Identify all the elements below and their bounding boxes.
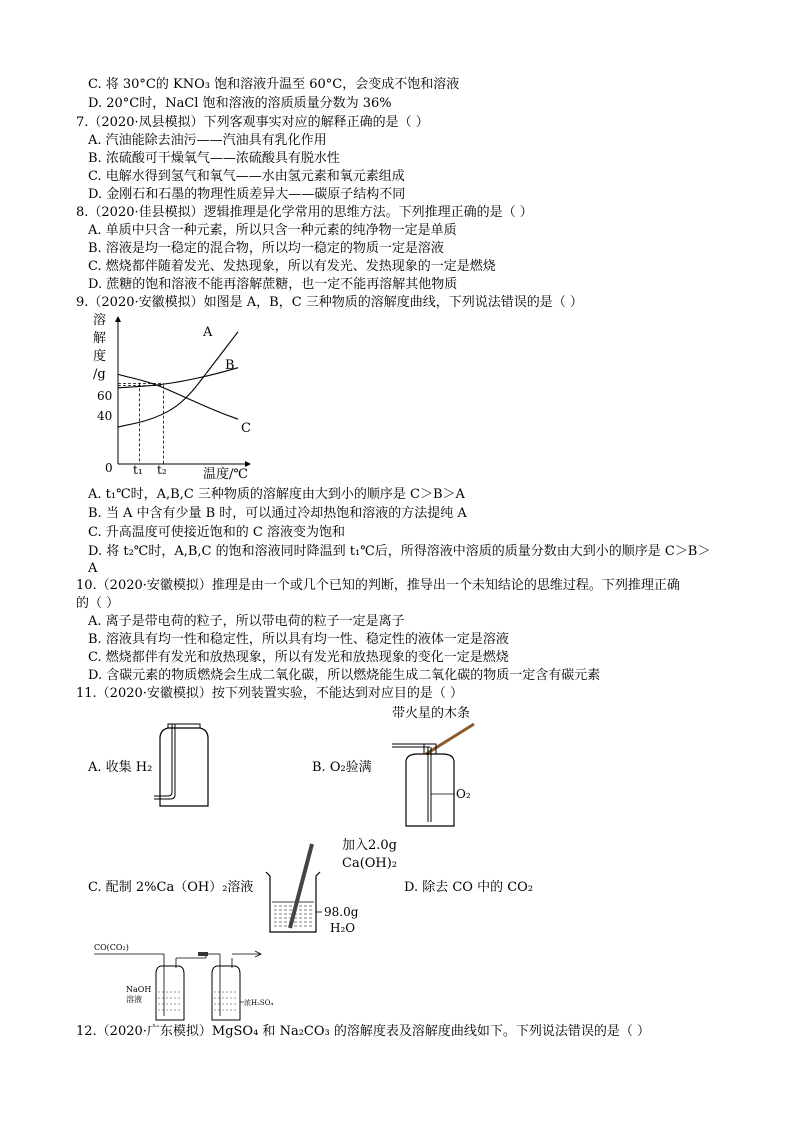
question-9: 9.（2020·安徽模拟）如图是 A，B，C 三种物质的溶解度曲线，下列说法错误的是（ ） — [76, 295, 583, 310]
x-tick-t2: t₂ — [157, 463, 167, 477]
q11-option-d: D. 除去 CO 中的 CO₂ — [404, 880, 534, 895]
q11-c-water-label: H₂O — [330, 921, 356, 935]
q11-d-h2so4-label: 浓H₂SO₄ — [244, 999, 274, 1007]
question-8: 8.（2020·佳县模拟）逻辑推理是化学常用的思维方法。下列推理正确的是（ ） — [76, 205, 533, 220]
q11-option-c: C. 配制 2%Ca（OH）₂溶液 — [88, 880, 254, 895]
glass-rod — [290, 844, 312, 928]
q11-c-add-2: Ca(OH)₂ — [342, 856, 398, 871]
q11-c-add-1: 加入2.0g — [342, 838, 397, 853]
curve-C — [118, 374, 238, 419]
question-10: 10.（2020·安徽模拟）推理是由一个或几个已知的判断，推导出一个未知结论的思维过程。下列推理正确 — [76, 578, 680, 593]
line-q9d-cont: A — [88, 561, 98, 576]
q11-b-o2-label: O₂ — [456, 787, 471, 801]
curve-B — [118, 368, 238, 388]
line-q8a: A. 单质中只含一种元素，所以只含一种元素的纯净物一定是单质 — [88, 223, 457, 238]
apparatus-b-o2-test — [390, 722, 500, 832]
y-axis-label-1: 溶 — [93, 313, 107, 328]
series-label-C: C — [241, 421, 251, 436]
q11-d-naoh-label-2: 溶液 — [126, 995, 142, 1004]
question-10-cont: 的（ ） — [76, 596, 120, 611]
x-tick-t1: t₁ — [133, 463, 143, 477]
wooden-splint — [426, 724, 474, 754]
q11-d-naoh-label: NaOH — [126, 985, 152, 994]
y-tick-40: 40 — [97, 409, 113, 423]
q11-d-inlet-label: CO(CO₂) — [94, 943, 129, 952]
apparatus-d-wash-bottles — [90, 940, 274, 1025]
line-q6d: D. 20°C时，NaCl 饱和溶液的溶质质量分数为 36% — [88, 96, 392, 111]
y-axis-label-3: 度 — [93, 349, 107, 364]
solubility-chart — [85, 312, 285, 484]
line-q6c: C. 将 30°C的 KNO₃ 饱和溶液升温至 60°C，会变成不饱和溶液 — [88, 77, 460, 92]
apparatus-c-beaker — [260, 840, 370, 940]
line-q9c: C. 升高温度可使接近饱和的 C 溶液变为饱和 — [88, 525, 345, 540]
apparatus-a-collect-bottle — [150, 722, 220, 812]
line-q8c: C. 燃烧都伴随着发光、发热现象，所以有发光、发热现象的一定是燃烧 — [88, 259, 496, 274]
line-q9b: B. 当 A 中含有少量 B 时，可以通过冷却热饱和溶液的方法提纯 A — [88, 506, 467, 521]
y-tick-60: 60 — [97, 389, 113, 403]
line-q9d: D. 将 t₂℃时，A,B,C 的饱和溶液同时降温到 t₁℃后，所得溶液中溶质的质量分数由大到小的顺序是 C＞B＞ — [88, 544, 711, 559]
y-axis-label-2: 解 — [93, 331, 107, 346]
origin-label: 0 — [105, 461, 113, 475]
q11-option-a: A. 收集 H₂ — [88, 760, 153, 775]
line-q9a: A. t₁℃时，A,B,C 三种物质的溶解度由大到小的顺序是 C＞B＞A — [88, 487, 465, 502]
line-q7d: D. 金刚石和石墨的物理性质差异大——碳原子结构不同 — [88, 187, 406, 202]
series-label-A: A — [203, 325, 213, 340]
series-label-B: B — [225, 358, 235, 373]
question-11: 11.（2020·安徽模拟）按下列装置实验，不能达到对应目的是（ ） — [76, 686, 464, 701]
question-7: 7.（2020·凤县模拟）下列客观事实对应的解释正确的是（ ） — [76, 115, 429, 130]
question-12: 12.（2020·广东模拟）MgSO₄ 和 Na₂CO₃ 的溶解度表及溶解度曲线如下。下列说法错误的是（ ） — [76, 1024, 650, 1039]
x-axis-label: 温度/℃ — [203, 467, 248, 482]
line-q10d: D. 含碳元素的物质燃烧会生成二氧化碳，所以燃烧能生成二氧化碳的物质一定含有碳元素 — [88, 668, 601, 683]
line-q7a: A. 汽油能除去油污——汽油具有乳化作用 — [88, 133, 327, 148]
y-axis-label-4: /g — [93, 367, 106, 382]
line-q8b: B. 溶液是均一稳定的混合物，所以均一稳定的物质一定是溶液 — [88, 241, 444, 256]
q11-option-b: B. O₂验满 — [312, 760, 372, 775]
line-q8d: D. 蔗糖的饱和溶液不能再溶解蔗糖，也一定不能再溶解其他物质 — [88, 277, 458, 292]
line-q7b: B. 浓硫酸可干燥氧气——浓硫酸具有脱水性 — [88, 151, 340, 166]
q11-c-water-mass: 98.0g — [324, 905, 359, 919]
q11-b-label: 带火星的木条 — [392, 706, 471, 721]
line-q7c: C. 电解水得到氢气和氧气——水由氢元素和氧元素组成 — [88, 169, 405, 184]
line-q10b: B. 溶液具有均一性和稳定性，所以具有均一性、稳定性的液体一定是溶液 — [88, 632, 509, 647]
line-q10a: A. 离子是带电荷的粒子，所以带电荷的粒子一定是离子 — [88, 614, 405, 629]
line-q10c: C. 燃烧都伴有发光和放热现象，所以有发光和放热现象的变化一定是燃烧 — [88, 650, 509, 665]
